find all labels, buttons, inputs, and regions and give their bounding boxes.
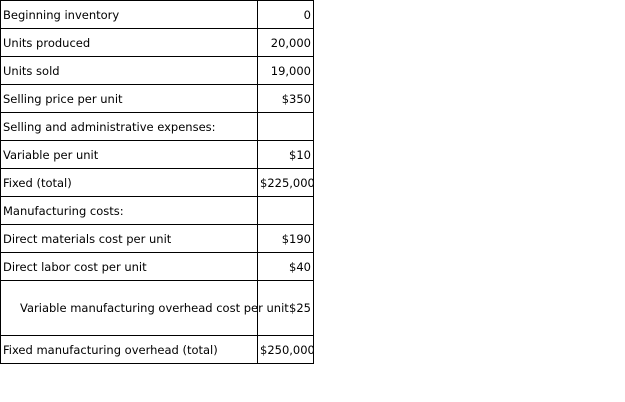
row-value: $250,000 xyxy=(258,336,314,364)
row-value: 0 xyxy=(258,1,314,29)
table-row-manufacturing-header xyxy=(1,197,314,225)
row-label: Direct materials cost per unit xyxy=(1,225,258,253)
table-row-beginning-inventory xyxy=(1,1,314,29)
section-heading: Manufacturing costs: xyxy=(1,197,258,225)
section-heading: Selling and administrative expenses: xyxy=(1,113,258,141)
table-row-units-produced xyxy=(1,29,314,57)
table-row-sga-fixed xyxy=(1,169,314,197)
row-label: Variable per unit xyxy=(1,141,258,169)
row-label: Units sold xyxy=(1,57,258,85)
row-label: Fixed (total) xyxy=(1,169,258,197)
row-label xyxy=(1,281,289,336)
row-label: Units produced xyxy=(1,29,258,57)
row-label: Beginning inventory xyxy=(1,1,258,29)
row-value: $190 xyxy=(258,225,314,253)
row-label: Direct labor cost per unit xyxy=(1,253,258,281)
row-value: $40 xyxy=(258,253,314,281)
row-value xyxy=(258,197,314,225)
table-row-direct-labor xyxy=(1,253,314,281)
row-value: 20,000 xyxy=(258,29,314,57)
table-row-selling-price xyxy=(1,85,314,113)
table-row-fixed-overhead xyxy=(1,336,314,364)
row-value: $350 xyxy=(258,85,314,113)
table-row-direct-materials xyxy=(1,225,314,253)
row-label: Selling price per unit xyxy=(1,85,258,113)
row-value: $25 xyxy=(258,281,314,336)
row-value xyxy=(258,113,314,141)
row-label-text: Variable manufacturing overhead cost per unit xyxy=(20,301,289,315)
row-value: $10 xyxy=(258,141,314,169)
table-row-units-sold xyxy=(1,57,314,85)
table-row-variable-overhead xyxy=(1,281,314,336)
table-row-sga-header xyxy=(1,113,314,141)
cost-data-table xyxy=(0,0,314,364)
row-value: $225,000 xyxy=(258,169,314,197)
row-value: 19,000 xyxy=(258,57,314,85)
table-row-sga-variable xyxy=(1,141,314,169)
row-label: Fixed manufacturing overhead (total) xyxy=(1,336,258,364)
